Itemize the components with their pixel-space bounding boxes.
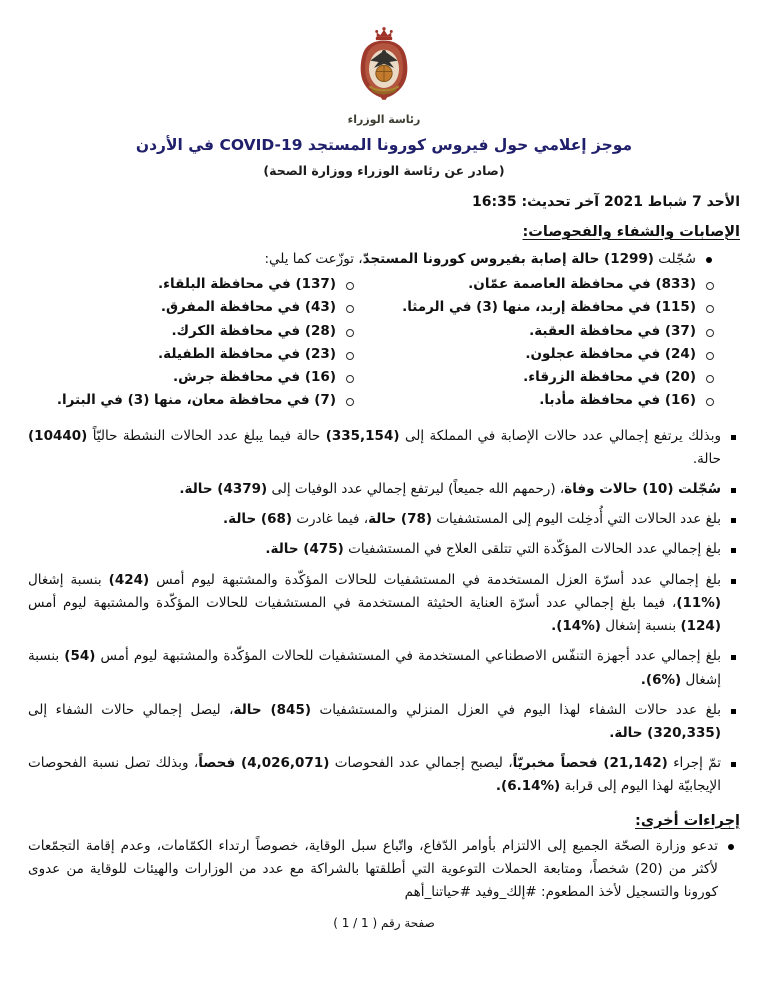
- logo-block: [28, 26, 740, 126]
- stats-bullet: [28, 425, 736, 471]
- governorate-item-text: (37) في محافظة العقبة.: [529, 322, 696, 339]
- logo-caption: رئاسة الوزراء: [347, 113, 421, 126]
- circle-bullet-icon: [346, 329, 354, 337]
- square-bullet-icon: [731, 579, 736, 584]
- measures-bullet-text: تدعو وزارة الصحّة الجميع إلى الالتزام بأوامر الدّفاع، واتّباع سبل الوقاية، خصوصاً ارتداء الكمّامات، وعدم إقامة التجمّعات لأكثر من (20) شخصاً، ومتابعة الحملات التوعوية التي أطلقتها بالشراكة مع عدد من الوزارات والهيئات للوقاية من عدوى كورونا والتسجيل لأخذ المطعوم: #إلك_وفيد #حياتنا_أهم: [28, 837, 718, 901]
- page-title: موجز إعلامي حول فيروس كورونا المستجد COVID-19 في الأردن: [135, 136, 633, 154]
- section-cases: [28, 224, 740, 799]
- section-measures-heading: إجراءات أخرى:: [635, 812, 740, 829]
- section-cases-heading: الإصابات والشفاء والفحوصات:: [522, 224, 740, 240]
- stats-bullet-text: بلغ عدد حالات الشفاء لهذا اليوم في العزل المنزلي والمستشفيات (845) حالة، ليصل إجمالي حالات الشفاء إلى (320,335) حالة.: [28, 701, 721, 741]
- circle-bullet-icon: [706, 305, 714, 313]
- circle-bullet-icon: [706, 398, 714, 406]
- governorate-item: [28, 366, 354, 389]
- square-bullet-icon: [731, 518, 736, 523]
- square-bullet-icon: [731, 762, 736, 767]
- stats-bullet-text: بلغ عدد الحالات التي أُدخِلت اليوم إلى المستشفيات (78) حالة، فيما غادرت (68) حالة.: [223, 511, 721, 528]
- circle-bullet-icon: [706, 282, 714, 290]
- circle-bullet-icon: [346, 375, 354, 383]
- section-measures: [28, 813, 740, 905]
- governorate-item: [28, 296, 354, 319]
- square-bullet-icon: [731, 709, 736, 714]
- intro-bullet: [28, 248, 712, 271]
- governorate-item-text: (24) في محافظة عجلون.: [525, 345, 696, 362]
- governorate-item-text: (833) في محافظة العاصمة عمّان.: [468, 276, 696, 293]
- governorate-item: [28, 320, 354, 343]
- stats-bullet: [28, 508, 736, 531]
- governorate-item: [388, 273, 714, 296]
- governorate-item-text: (43) في محافظة المفرق.: [160, 299, 336, 316]
- stats-bullet-text: وبذلك يرتفع إجمالي عدد حالات الإصابة في المملكة إلى (335,154) حالة فيما يبلغ عدد الحالات النشطة حاليّاً (10440) حالة.: [28, 427, 721, 467]
- circle-bullet-icon: [346, 282, 354, 290]
- stats-bullet-text: تمّ إجراء (21,142) فحصاً مخبريّاً، ليصبح إجمالي عدد الفحوصات (4,026,071) فحصاً، وبذلك تصل نسبة الفحوصات الإيجابيّة لهذا اليوم إلى قرابة (%6.14).: [28, 755, 722, 795]
- measures-bullet: [28, 835, 734, 905]
- governorate-item-text: (20) في محافظة الزرقاء.: [523, 369, 696, 386]
- stats-bullet-text: سُجّلت (10) حالات وفاة، (رحمهم الله جميعاً) ليرتفع إجمالي عدد الوفيات إلى (4379) حالة.: [179, 480, 721, 497]
- measures-bullet-list: [28, 835, 740, 905]
- circle-bullet-icon: [706, 352, 714, 360]
- governorate-item-text: (23) في محافظة الطفيلة.: [158, 345, 336, 362]
- circle-bullet-icon: [346, 305, 354, 313]
- governorate-list-right: [388, 273, 740, 412]
- intro-bullet-text: سُجّلت (1299) حالة إصابة بفيروس كورونا المستجدّ، توزّعت كما يلي:: [264, 251, 696, 267]
- stats-bullet: [28, 538, 736, 561]
- governorate-item: [28, 389, 354, 412]
- governorate-columns: [28, 273, 740, 412]
- date-line: الأحد 7 شباط 2021 آخر تحديث: 16:35: [472, 194, 740, 210]
- disc-bullet-icon: [706, 257, 712, 263]
- square-bullet-icon: [731, 488, 736, 493]
- governorate-item-text: (16) في محافظة مأدبا.: [539, 392, 696, 409]
- stats-bullet-text: بلغ إجمالي عدد الحالات المؤكّدة التي تتلقى العلاج في المستشفيات (475) حالة.: [265, 541, 721, 558]
- governorate-item: [28, 343, 354, 366]
- governorate-item-text: (137) في محافظة البلقاء.: [158, 276, 336, 293]
- governorate-item: [388, 320, 714, 343]
- governorate-item-text: (115) في محافظة إربد، منها (3) في الرمثا.: [402, 299, 696, 316]
- governorate-item-text: (16) في محافظة جرش.: [173, 369, 336, 386]
- governorate-item: [388, 389, 714, 412]
- governorate-item: [388, 366, 714, 389]
- governorate-item: [388, 296, 714, 319]
- stats-bullet: [28, 752, 736, 798]
- stats-bullet-text: بلغ إجمالي عدد أجهزة التنفّس الاصطناعي المستخدمة في المستشفيات للحالات المؤكّدة والمشتبهة ليوم أمس (54) بنسبة إشغال (%6).: [28, 648, 722, 688]
- square-bullet-icon: [731, 435, 736, 440]
- circle-bullet-icon: [706, 329, 714, 337]
- circle-bullet-icon: [706, 375, 714, 383]
- governorate-list-left: [28, 273, 380, 412]
- stats-bullet-text: بلغ إجمالي عدد أسرّة العزل المستخدمة في المستشفيات للحالات المؤكّدة والمشتبهة ليوم أمس (424) بنسبة إشغال (%11)، فيما بلغ إجمالي عدد أسرّة العناية الحثيثة المستخدمة في المستشفيات للحالات المؤكّدة والمشتبهة ليوم أمس (124) بنسبة إشغال (%14).: [28, 571, 722, 635]
- stats-bullet: [28, 569, 736, 639]
- stats-bullet-list: [28, 425, 740, 799]
- stats-bullet: [28, 478, 736, 501]
- square-bullet-icon: [731, 655, 736, 660]
- page-subtitle: (صادر عن رئاسة الوزراء ووزارة الصحة): [263, 163, 505, 178]
- jordan-coat-of-arms-icon: [338, 26, 430, 112]
- governorate-item-text: (28) في محافظة الكرك.: [171, 322, 336, 339]
- cases-intro-list: [28, 248, 740, 271]
- circle-bullet-icon: [346, 398, 354, 406]
- document-header: [28, 26, 740, 178]
- governorate-item: [28, 273, 354, 296]
- square-bullet-icon: [731, 548, 736, 553]
- stats-bullet: [28, 699, 736, 745]
- governorate-item: [388, 343, 714, 366]
- disc-bullet-icon: [728, 844, 734, 850]
- stats-bullet: [28, 645, 736, 691]
- governorate-item-text: (7) في محافظة معان، منها (3) في البترا.: [56, 392, 336, 409]
- circle-bullet-icon: [346, 352, 354, 360]
- page-number-footer: صفحة رقم ( 1 / 1 ): [333, 916, 435, 931]
